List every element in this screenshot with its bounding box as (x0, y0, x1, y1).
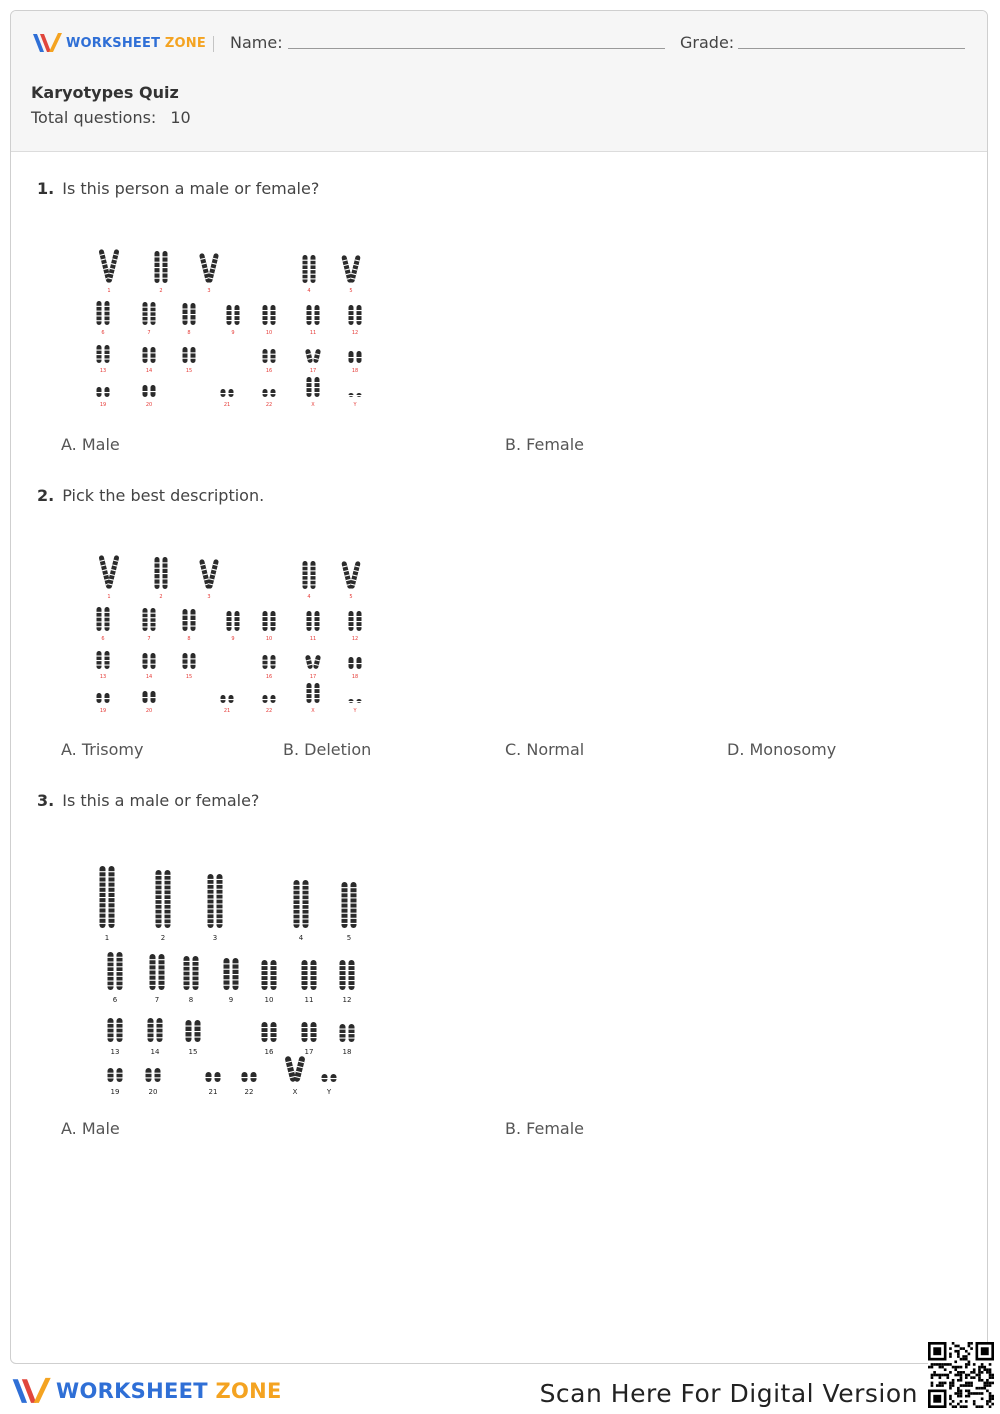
svg-text:14: 14 (145, 674, 153, 680)
question-3 (37, 791, 259, 810)
option-c[interactable]: C. Normal (505, 740, 585, 759)
svg-text:7: 7 (147, 330, 151, 336)
total-questions (31, 108, 191, 127)
svg-text:12: 12 (351, 330, 359, 336)
option-a[interactable]: A. Trisomy (61, 740, 144, 759)
option-b[interactable]: B. Female (505, 435, 584, 454)
option-a[interactable]: A. Male (61, 435, 120, 454)
karyotype-image-2 (73, 537, 373, 712)
option-a[interactable]: A. Male (61, 1119, 120, 1138)
svg-text:Y: Y (353, 402, 357, 406)
karyotype-image-1 (73, 231, 373, 406)
question-number: 2. (37, 486, 55, 505)
brand-name-part1: WORKSHEET (66, 35, 161, 51)
svg-text:13: 13 (99, 368, 107, 374)
svg-text:10: 10 (264, 996, 274, 1004)
svg-text:17: 17 (304, 1048, 314, 1056)
svg-text:2: 2 (159, 594, 163, 600)
qr-code-icon[interactable] (928, 1342, 994, 1408)
svg-text:16: 16 (265, 674, 273, 680)
svg-text:11: 11 (304, 996, 314, 1004)
svg-text:8: 8 (187, 636, 191, 642)
svg-text:X: X (311, 402, 315, 406)
total-questions-label: Total questions: (31, 108, 157, 127)
svg-text:5: 5 (346, 934, 352, 942)
svg-text:X: X (311, 708, 315, 712)
svg-text:4: 4 (298, 934, 304, 942)
svg-text:17: 17 (309, 674, 317, 680)
svg-text:6: 6 (112, 996, 118, 1004)
quiz-title: Karyotypes Quiz (31, 83, 179, 102)
worksheetzone-logo-icon (31, 31, 63, 55)
worksheet-header (11, 11, 987, 152)
grade-input-line[interactable] (738, 48, 965, 49)
name-input-line[interactable] (288, 48, 665, 49)
svg-text:8: 8 (188, 996, 194, 1004)
scan-here-text: Scan Here For Digital Version (539, 1379, 918, 1408)
svg-text:Y: Y (326, 1088, 332, 1096)
svg-text:X: X (292, 1088, 298, 1096)
svg-text:15: 15 (188, 1048, 198, 1056)
svg-text:9: 9 (228, 996, 234, 1004)
svg-text:21: 21 (223, 402, 231, 406)
question-number: 1. (37, 179, 55, 198)
svg-text:3: 3 (207, 594, 211, 600)
karyotype-image-3 (73, 846, 363, 1096)
question-number: 3. (37, 791, 55, 810)
option-b[interactable]: B. Deletion (283, 740, 372, 759)
svg-text:20: 20 (145, 708, 153, 712)
question-2 (37, 486, 264, 505)
svg-text:18: 18 (351, 674, 359, 680)
svg-text:21: 21 (208, 1088, 218, 1096)
svg-text:20: 20 (148, 1088, 158, 1096)
worksheet-sheet (10, 10, 988, 1364)
grade-label: Grade: (680, 33, 735, 52)
svg-text:16: 16 (265, 368, 273, 374)
total-questions-value: 10 (170, 108, 191, 127)
svg-text:22: 22 (265, 402, 273, 406)
footer-brand-name (56, 1379, 282, 1403)
svg-text:14: 14 (150, 1048, 160, 1056)
svg-text:5: 5 (349, 594, 353, 600)
svg-text:9: 9 (231, 330, 235, 336)
question-text: Is this a male or female? (62, 791, 260, 810)
name-label: Name: (230, 33, 283, 52)
svg-text:1: 1 (104, 934, 110, 942)
svg-text:3: 3 (212, 934, 218, 942)
svg-text:22: 22 (265, 708, 273, 712)
svg-text:13: 13 (99, 674, 107, 680)
svg-text:6: 6 (101, 636, 105, 642)
svg-text:9: 9 (231, 636, 235, 642)
svg-text:11: 11 (309, 636, 317, 642)
svg-text:20: 20 (145, 402, 153, 406)
svg-text:19: 19 (99, 708, 107, 712)
svg-text:18: 18 (351, 368, 359, 374)
svg-text:12: 12 (351, 636, 359, 642)
footer-brand-name-part1: WORKSHEET (56, 1379, 208, 1403)
svg-text:12: 12 (342, 996, 352, 1004)
svg-text:2: 2 (160, 934, 166, 942)
svg-text:14: 14 (145, 368, 153, 374)
question-text: Is this person a male or female? (62, 179, 320, 198)
svg-text:4: 4 (307, 594, 311, 600)
svg-text:4: 4 (307, 288, 311, 294)
svg-text:21: 21 (223, 708, 231, 712)
svg-text:18: 18 (342, 1048, 352, 1056)
svg-text:1: 1 (107, 594, 111, 600)
svg-text:10: 10 (265, 330, 273, 336)
svg-text:6: 6 (101, 330, 105, 336)
svg-text:8: 8 (187, 330, 191, 336)
svg-text:19: 19 (110, 1088, 120, 1096)
svg-text:11: 11 (309, 330, 317, 336)
svg-text:5: 5 (349, 288, 353, 294)
svg-text:13: 13 (110, 1048, 120, 1056)
svg-text:15: 15 (185, 674, 193, 680)
brand-logo (31, 31, 206, 55)
svg-text:15: 15 (185, 368, 193, 374)
brand-name-part2: ZONE (164, 35, 206, 51)
option-d[interactable]: D. Monosomy (727, 740, 837, 759)
svg-text:16: 16 (264, 1048, 274, 1056)
svg-text:19: 19 (99, 402, 107, 406)
question-text: Pick the best description. (62, 486, 265, 505)
svg-text:2: 2 (159, 288, 163, 294)
option-b[interactable]: B. Female (505, 1119, 584, 1138)
header-divider (213, 36, 214, 52)
svg-text:Y: Y (353, 708, 357, 712)
svg-text:7: 7 (154, 996, 160, 1004)
question-1 (37, 179, 319, 198)
svg-text:10: 10 (265, 636, 273, 642)
footer-brand-name-part2: ZONE (215, 1379, 282, 1403)
footer-brand-logo (10, 1375, 282, 1407)
svg-text:22: 22 (244, 1088, 254, 1096)
worksheetzone-logo-icon (10, 1375, 52, 1407)
svg-text:1: 1 (107, 288, 111, 294)
svg-text:17: 17 (309, 368, 317, 374)
svg-text:3: 3 (207, 288, 211, 294)
brand-name (66, 36, 206, 51)
svg-text:7: 7 (147, 636, 151, 642)
